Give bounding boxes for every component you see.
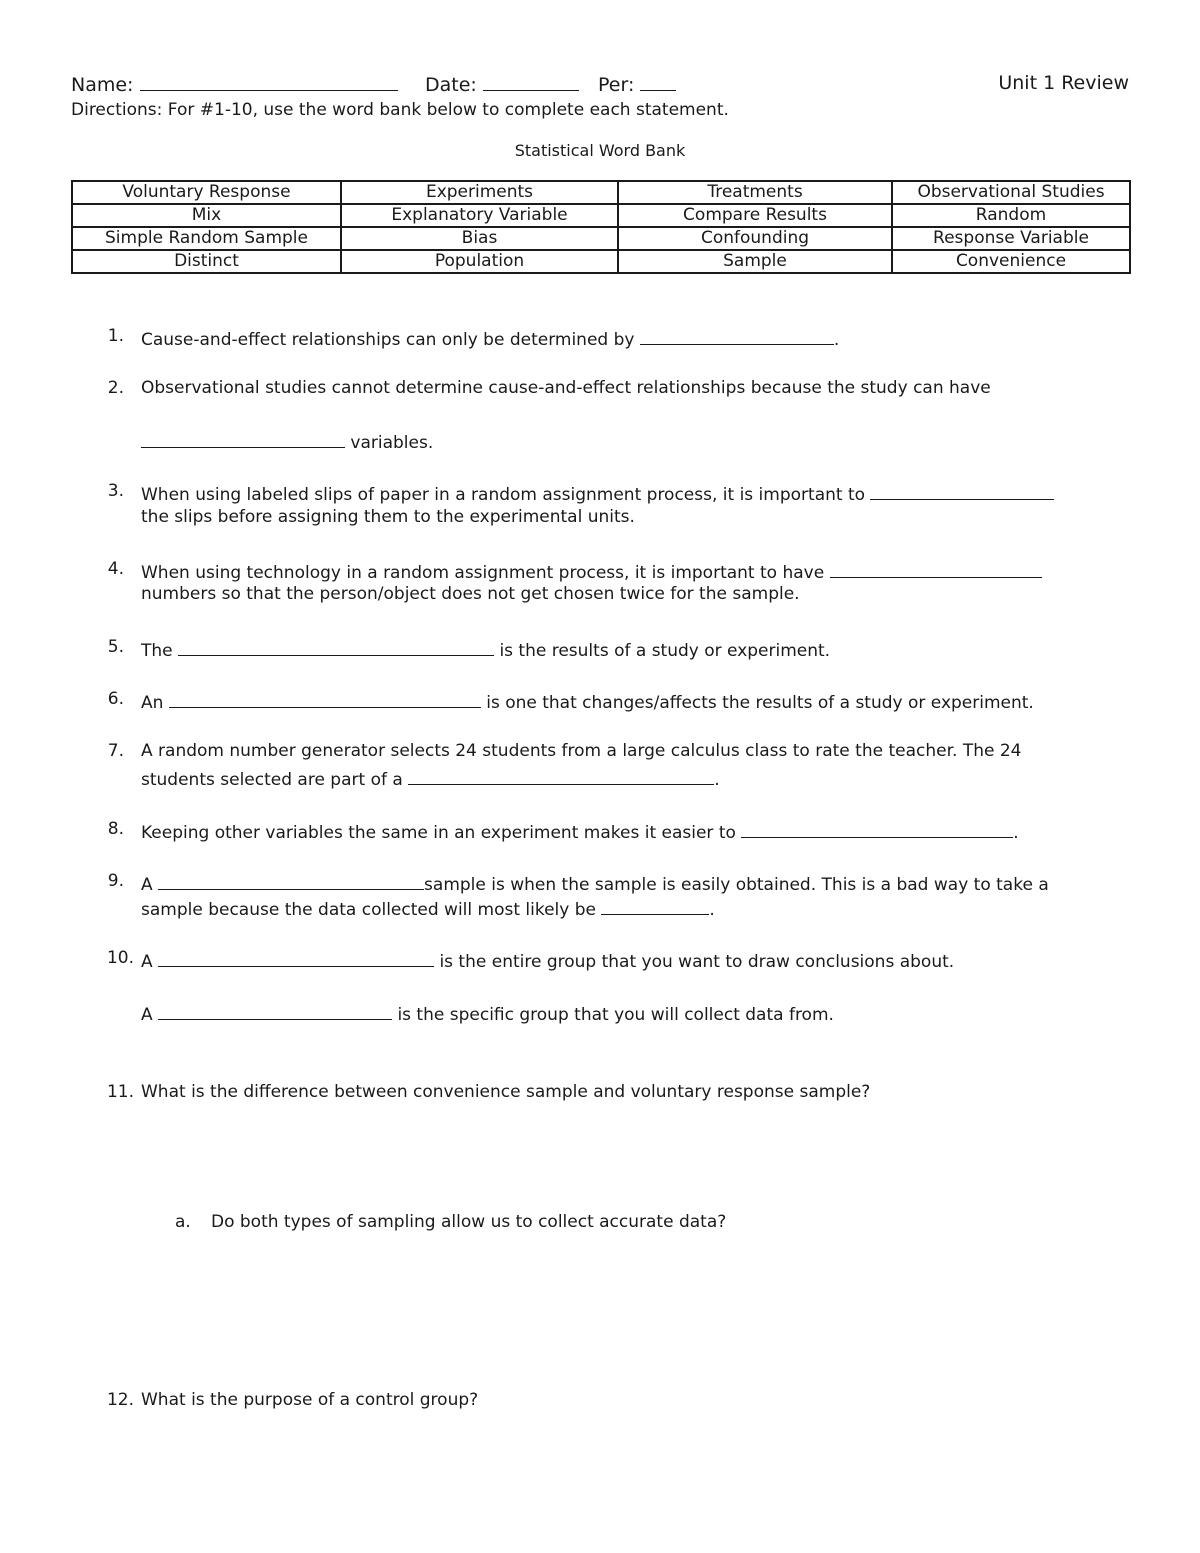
word-bank-table — [71, 180, 1131, 274]
question-2-continued — [141, 429, 433, 453]
answer-blank[interactable] — [870, 481, 1054, 500]
directions: Directions: For #1-10, use the word bank below to complete each statement. — [71, 100, 729, 120]
question-11 — [141, 1082, 870, 1102]
question-text: . — [833, 330, 840, 350]
question-10 — [141, 948, 954, 972]
word-bank-cell: Explanatory Variable — [341, 204, 618, 227]
question-text: . — [714, 770, 720, 790]
answer-blank[interactable] — [158, 948, 434, 967]
question-text: An — [141, 693, 164, 713]
question-number: 5. — [107, 637, 124, 657]
word-bank-cell: Bias — [341, 227, 618, 250]
question-number: 4. — [107, 559, 124, 579]
question-number: 3. — [107, 481, 124, 501]
word-bank-row — [72, 204, 1130, 227]
question-1 — [141, 326, 839, 350]
answer-blank[interactable] — [741, 819, 1013, 838]
question-3-continued — [141, 507, 635, 527]
answer-blank[interactable] — [158, 871, 424, 890]
question-text: sample because the data collected will most likely be — [141, 900, 596, 920]
period-label: Per: — [598, 74, 635, 96]
question-number: 12. — [106, 1390, 134, 1410]
question-number: 11. — [106, 1082, 134, 1102]
question-number: 10. — [106, 948, 134, 968]
question-text: Keeping other variables the same in an experiment makes it easier to — [141, 823, 736, 843]
question-number: 2. — [107, 378, 124, 398]
question-text: variables. — [350, 433, 434, 453]
word-bank-cell: Random — [892, 204, 1130, 227]
question-text: The — [141, 641, 173, 661]
word-bank-cell: Distinct — [72, 250, 341, 273]
question-text: When using labeled slips of paper in a random assignment process, it is important to — [141, 485, 866, 505]
question-5 — [141, 637, 830, 661]
question-text: is the results of a study or experiment. — [499, 641, 831, 661]
answer-blank[interactable] — [141, 429, 345, 448]
word-bank-row — [72, 181, 1130, 204]
question-number: 8. — [107, 819, 124, 839]
question-text: A — [141, 875, 153, 895]
question-number: 1. — [107, 326, 124, 346]
sub-question-text: Do both types of sampling allow us to collect accurate data? — [211, 1212, 727, 1232]
answer-blank[interactable] — [169, 689, 481, 708]
word-bank-cell: Voluntary Response — [72, 181, 341, 204]
word-bank-row — [72, 250, 1130, 273]
question-7-continued — [141, 766, 720, 790]
question-text: is the entire group that you want to draw conclusions about. — [439, 952, 955, 972]
question-text: sample is when the sample is easily obtained. This is a bad way to take a — [424, 875, 1049, 895]
name-blank[interactable] — [140, 72, 398, 91]
word-bank-cell: Convenience — [892, 250, 1130, 273]
period-field — [598, 72, 676, 96]
question-text: A — [141, 952, 153, 972]
sub-question-letter: a. — [175, 1212, 191, 1232]
question-4 — [141, 559, 1042, 583]
word-bank-cell: Confounding — [618, 227, 892, 250]
answer-blank[interactable] — [601, 896, 709, 915]
question-10-continued — [141, 1001, 834, 1025]
question-text: When using technology in a random assignment process, it is important to have — [141, 563, 825, 583]
date-field — [425, 72, 579, 96]
word-bank-row — [72, 227, 1130, 250]
question-text: What is the purpose of a control group? — [141, 1390, 479, 1410]
question-6 — [141, 689, 1034, 713]
answer-blank[interactable] — [640, 326, 834, 345]
word-bank-title: Statistical Word Bank — [514, 141, 686, 160]
name-field — [71, 72, 398, 96]
word-bank-cell: Response Variable — [892, 227, 1130, 250]
question-text: A random number generator selects 24 students from a large calculus class to rate the teacher. The 24 — [141, 741, 1022, 761]
word-bank-cell: Experiments — [341, 181, 618, 204]
unit-title: Unit 1 Review — [998, 72, 1129, 94]
question-number: 7. — [107, 741, 124, 761]
question-3 — [141, 481, 1054, 505]
question-7 — [141, 741, 1022, 761]
word-bank-cell: Treatments — [618, 181, 892, 204]
question-number: 9. — [107, 871, 124, 891]
question-text: the slips before assigning them to the experimental units. — [141, 507, 635, 527]
question-12 — [141, 1390, 478, 1410]
word-bank-cell: Population — [341, 250, 618, 273]
answer-blank[interactable] — [830, 559, 1042, 578]
question-text: . — [709, 900, 715, 920]
question-text: is the specific group that you will collect data from. — [397, 1005, 834, 1025]
question-9-continued — [141, 896, 715, 920]
question-text: is one that changes/affects the results of a study or experiment. — [486, 693, 1034, 713]
question-9 — [141, 871, 1049, 895]
question-8 — [141, 819, 1019, 843]
name-label: Name: — [71, 74, 134, 96]
question-number: 6. — [107, 689, 124, 709]
word-bank-cell: Observational Studies — [892, 181, 1130, 204]
question-text: numbers so that the person/object does not get chosen twice for the sample. — [141, 584, 800, 604]
question-text: Cause-and-effect relationships can only be determined by — [141, 330, 635, 350]
question-text: students selected are part of a — [141, 770, 403, 790]
question-text: What is the difference between convenience sample and voluntary response sample? — [141, 1082, 871, 1102]
date-blank[interactable] — [483, 72, 579, 91]
word-bank-cell: Sample — [618, 250, 892, 273]
question-4-continued — [141, 584, 800, 604]
question-text: . — [1013, 823, 1019, 843]
word-bank-cell: Mix — [72, 204, 341, 227]
question-text: Observational studies cannot determine cause-and-effect relationships because the study can have — [141, 378, 991, 398]
answer-blank[interactable] — [408, 766, 714, 785]
answer-blank[interactable] — [178, 637, 494, 656]
question-2 — [141, 378, 991, 398]
date-label: Date: — [425, 74, 477, 96]
word-bank-cell: Compare Results — [618, 204, 892, 227]
period-blank[interactable] — [640, 72, 676, 91]
answer-blank[interactable] — [158, 1001, 392, 1020]
question-text: A — [141, 1005, 153, 1025]
word-bank-cell: Simple Random Sample — [72, 227, 341, 250]
